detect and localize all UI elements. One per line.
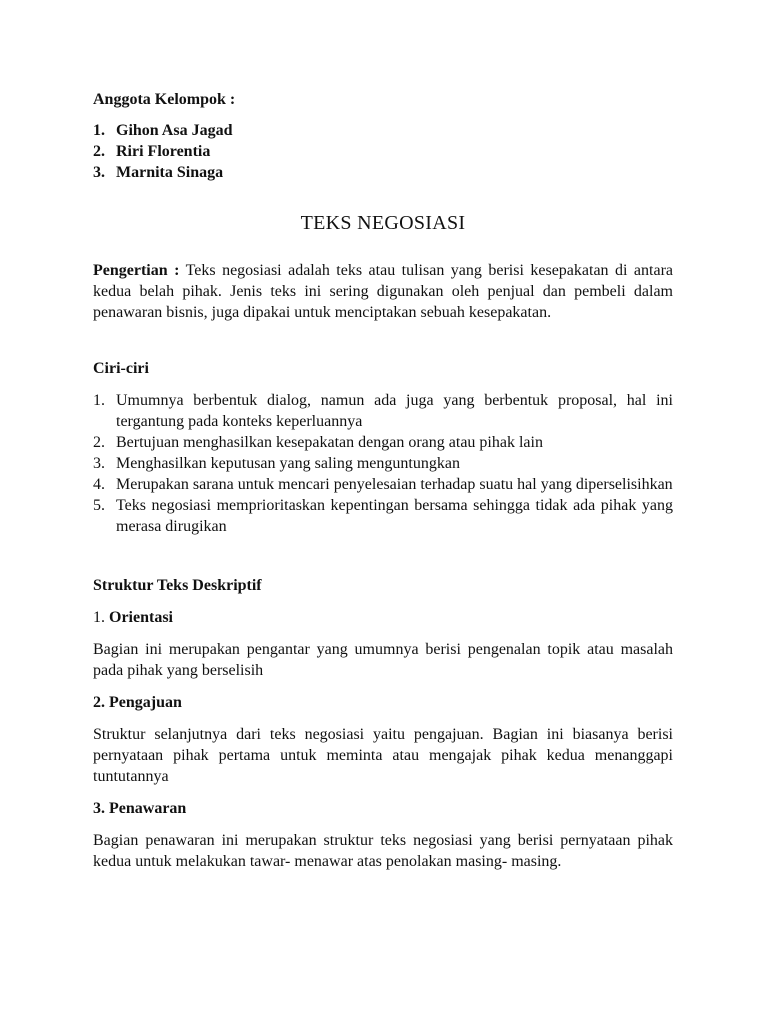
member-item [93, 120, 673, 141]
characteristic-text: Teks negosiasi memprioritaskan kepentingan bersama sehingga tidak ada pihak yang merasa dirugikan [116, 497, 673, 535]
characteristic-number: 5. [93, 497, 105, 514]
structure-section-title: Penawaran [109, 800, 187, 817]
characteristics-list [93, 390, 673, 537]
member-name: Riri Florentia [116, 143, 211, 160]
definition-text: Teks negosiasi adalah teks atau tulisan yang berisi kesepakatan di antara kedua belah pihak. Jenis teks ini sering digunakan oleh penjual dan pembeli dalam penawaran bisnis, juga dipakai untuk menciptakan sebuah kesepakatan. [93, 262, 673, 321]
member-item [93, 141, 673, 162]
characteristic-item [93, 432, 673, 453]
characteristic-number: 4. [93, 476, 105, 493]
definition-label: Pengertian : [93, 262, 180, 279]
structure-section-heading [93, 607, 673, 628]
characteristic-number: 3. [93, 455, 105, 472]
member-name: Marnita Sinaga [116, 164, 224, 181]
characteristic-number: 2. [93, 434, 105, 451]
structure-section-heading [93, 798, 673, 819]
definition-paragraph [93, 260, 673, 323]
characteristic-item [93, 474, 673, 495]
structure-section-number: 1. [93, 609, 105, 626]
structure-section-heading [93, 692, 673, 713]
members-list [93, 120, 673, 183]
member-number: 1. [93, 122, 105, 139]
characteristic-item [93, 390, 673, 432]
structure-section-text: Bagian ini merupakan pengantar yang umumnya berisi pengenalan topik atau masalah pada pihak yang berselisih [93, 641, 673, 679]
structure-section-title: Pengajuan [109, 694, 182, 711]
characteristic-number: 1. [93, 392, 105, 409]
structure-section-number: 2. [93, 694, 105, 711]
member-item [93, 162, 673, 183]
structure-section-text: Struktur selanjutnya dari teks negosiasi yaitu pengajuan. Bagian ini biasanya berisi pernyataan pihak pertama untuk meminta atau mengajak pihak kedua menanggapi tuntutannya [93, 726, 673, 785]
member-number: 2. [93, 143, 105, 160]
characteristic-text: Menghasilkan keputusan yang saling menguntungkan [116, 455, 460, 472]
characteristic-text: Bertujuan menghasilkan kesepakatan dengan orang atau pihak lain [116, 434, 543, 451]
characteristic-text: Umumnya berbentuk dialog, namun ada juga yang berbentuk proposal, hal ini tergantung pada konteks keperluannya [116, 392, 673, 430]
characteristic-item [93, 453, 673, 474]
structure-section-title: Orientasi [109, 609, 173, 626]
members-heading: Anggota Kelompok : [93, 91, 236, 108]
characteristic-text: Merupakan sarana untuk mencari penyelesaian terhadap suatu hal yang diperselisihkan [116, 476, 673, 493]
structure-section-number: 3. [93, 800, 105, 817]
member-number: 3. [93, 164, 105, 181]
member-name: Gihon Asa Jagad [116, 122, 233, 139]
characteristic-item [93, 495, 673, 537]
characteristics-heading: Ciri-ciri [93, 360, 149, 377]
document-content [93, 89, 673, 872]
structure-section-text: Bagian penawaran ini merupakan struktur teks negosiasi yang berisi pernyataan pihak kedua untuk melakukan tawar- menawar atas penolakan masing- masing. [93, 832, 673, 870]
document-title: TEKS NEGOSIASI [300, 212, 466, 234]
structure-heading: Struktur Teks Deskriptif [93, 577, 262, 594]
